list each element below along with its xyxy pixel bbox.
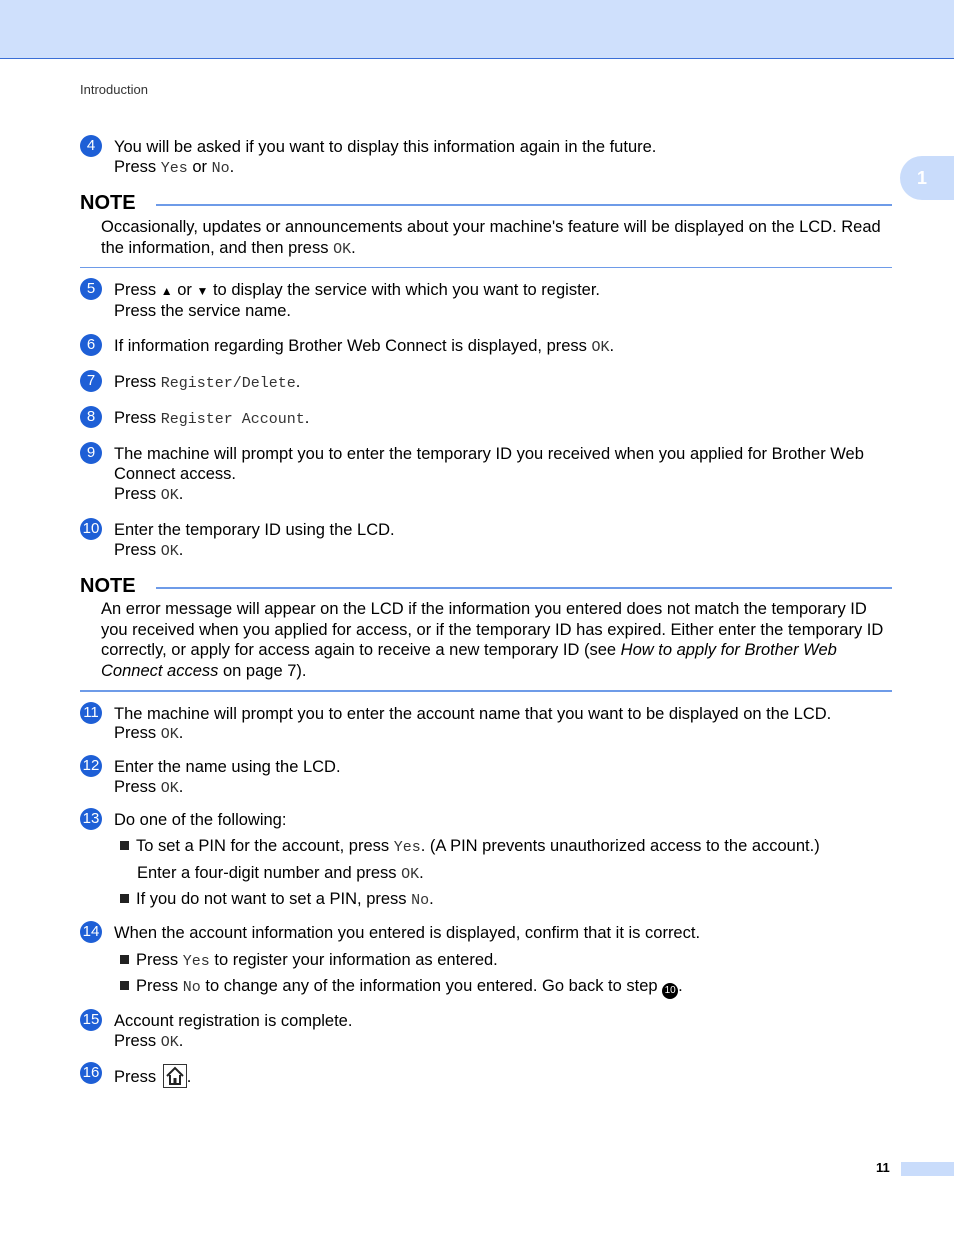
bullet-text: If you do not want to set a PIN, press [136, 890, 412, 908]
step-number: 12 [80, 755, 102, 777]
bullet-square-icon [120, 981, 129, 990]
note-body [101, 217, 892, 260]
note-end-rule [80, 690, 892, 692]
key-ok: OK [160, 1034, 179, 1051]
key-ok: OK [160, 726, 179, 743]
key-yes: Yes [393, 839, 421, 856]
step-14 [80, 923, 892, 943]
key-no: No [411, 892, 430, 909]
end-text: . [229, 158, 235, 176]
end-text: . [178, 724, 184, 742]
down-arrow-icon: ▼ [196, 284, 209, 298]
home-icon [163, 1064, 187, 1088]
key-ok: OK [160, 780, 179, 797]
step-12 [80, 757, 892, 799]
step-text: You will be asked if you want to display this information again in the future. [114, 138, 657, 156]
or-text: or [172, 281, 197, 299]
note-text: An error message will appear on the LCD if the information you entered does not match the temporary ID you received when you applied for access, or if the temporary ID has expired. Either enter the temporary ID correctly, or apply for access again to receive a new temporary ID (see [101, 600, 884, 659]
note-link[interactable]: How to apply for Brother Web Connect access [101, 641, 837, 680]
bullet-text-mid: to change any of the information you entered. Go back to step [200, 977, 663, 995]
press-text: Press [114, 1068, 161, 1086]
step-text-2: Press the service name. [114, 302, 291, 320]
bullet-item [120, 889, 434, 911]
note-title: NOTE [80, 192, 146, 215]
note-heading [80, 575, 892, 599]
press-text: Press [114, 373, 161, 391]
bullet-sub-text [137, 863, 424, 885]
bullet-item [120, 950, 498, 972]
step-text: The machine will prompt you to enter the account name that you want to be displayed on the LCD. [114, 705, 832, 723]
step-6 [80, 336, 892, 358]
note-body [101, 599, 892, 681]
step-11 [80, 704, 892, 745]
key-no: No [182, 979, 201, 996]
press-text: Press [114, 1032, 161, 1050]
key-register-delete: Register/Delete [160, 375, 296, 392]
step-text: When the account information you entered is displayed, confirm that it is correct. [114, 924, 701, 942]
press-text: Press [114, 724, 161, 742]
key-yes: Yes [160, 160, 188, 177]
end-text: . [609, 337, 615, 355]
step-text: The machine will prompt you to enter the temporary ID you received when you applied for Brother Web Connect access. [114, 445, 864, 483]
key-yes: Yes [182, 953, 210, 970]
step-8 [80, 408, 892, 430]
note-divider [156, 587, 892, 589]
end-text: . [186, 1068, 192, 1086]
key-ok: OK [333, 240, 352, 258]
step-10 [80, 520, 892, 562]
bullet-text-end: . (A PIN prevents unauthorized access to the account.) [420, 837, 820, 855]
step-reference[interactable]: 10 [662, 983, 678, 999]
step-text: Enter the temporary ID using the LCD. [114, 521, 395, 539]
press-text: Press [114, 778, 161, 796]
bullet-text-end: to register your information as entered. [209, 951, 498, 969]
step-number: 15 [80, 1009, 102, 1031]
end-text: . [178, 1032, 184, 1050]
chapter-tab[interactable]: 1 [900, 156, 954, 200]
header-bar [0, 0, 954, 59]
note-divider [156, 204, 892, 206]
step-4 [80, 137, 892, 179]
step-number: 13 [80, 808, 102, 830]
step-number: 7 [80, 370, 102, 392]
step-text: Account registration is complete. [114, 1012, 353, 1030]
key-ok: OK [160, 543, 179, 560]
end-text: . [678, 977, 683, 995]
step-number: 8 [80, 406, 102, 428]
step-number: 6 [80, 334, 102, 356]
bullet-item [120, 836, 820, 858]
footer-bar [901, 1162, 954, 1176]
bullet-square-icon [120, 841, 129, 850]
section-label: Introduction [80, 82, 148, 97]
bullet-text: Press [136, 977, 183, 995]
sub-text: Enter a four-digit number and press [137, 864, 402, 882]
step-text: If information regarding Brother Web Connect is displayed, press [114, 337, 592, 355]
press-text: Press [114, 485, 161, 503]
note-text: Occasionally, updates or announcements about your machine's feature will be displayed on the LCD. Read the information, and then press [101, 218, 881, 257]
step-number: 11 [80, 702, 102, 724]
end-text: . [178, 485, 184, 503]
end-text: . [429, 890, 434, 908]
end-text: . [295, 373, 301, 391]
key-register-account: Register Account [160, 411, 305, 428]
or-text: or [187, 158, 212, 176]
step-number: 10 [80, 518, 102, 540]
step-15 [80, 1011, 892, 1053]
press-text: Press [114, 541, 161, 559]
end-text: . [304, 409, 310, 427]
bullet-text: Press [136, 951, 183, 969]
page-number: 11 [876, 1160, 890, 1175]
end-text: . [178, 778, 184, 796]
bullet-square-icon [120, 955, 129, 964]
note-text-end: on page 7). [218, 661, 307, 680]
press-text: Press [114, 409, 161, 427]
press-text: Press [114, 158, 161, 176]
step-7 [80, 372, 892, 394]
note-end-rule [80, 267, 892, 268]
step-text: Enter the name using the LCD. [114, 758, 341, 776]
step-number: 16 [80, 1062, 102, 1084]
step-number: 5 [80, 278, 102, 300]
step-16 [80, 1064, 892, 1088]
step-number: 4 [80, 135, 102, 157]
end-text: . [351, 238, 356, 257]
bullet-square-icon [120, 894, 129, 903]
note-title: NOTE [80, 575, 146, 598]
key-no: No [211, 160, 230, 177]
key-ok: OK [591, 339, 610, 356]
up-arrow-icon: ▲ [160, 284, 173, 298]
step-number: 14 [80, 921, 102, 943]
step-13 [80, 810, 892, 830]
note-heading [80, 192, 892, 216]
press-text: Press [114, 281, 161, 299]
step-number: 9 [80, 442, 102, 464]
step-text: Do one of the following: [114, 811, 287, 829]
bullet-item [120, 976, 683, 999]
key-ok: OK [160, 487, 179, 504]
bullet-text: To set a PIN for the account, press [136, 837, 394, 855]
step-9 [80, 444, 892, 506]
step-text: to display the service with which you want to register. [208, 281, 600, 299]
end-text: . [419, 864, 424, 882]
key-ok: OK [401, 866, 420, 883]
end-text: . [178, 541, 184, 559]
step-5 [80, 280, 892, 321]
